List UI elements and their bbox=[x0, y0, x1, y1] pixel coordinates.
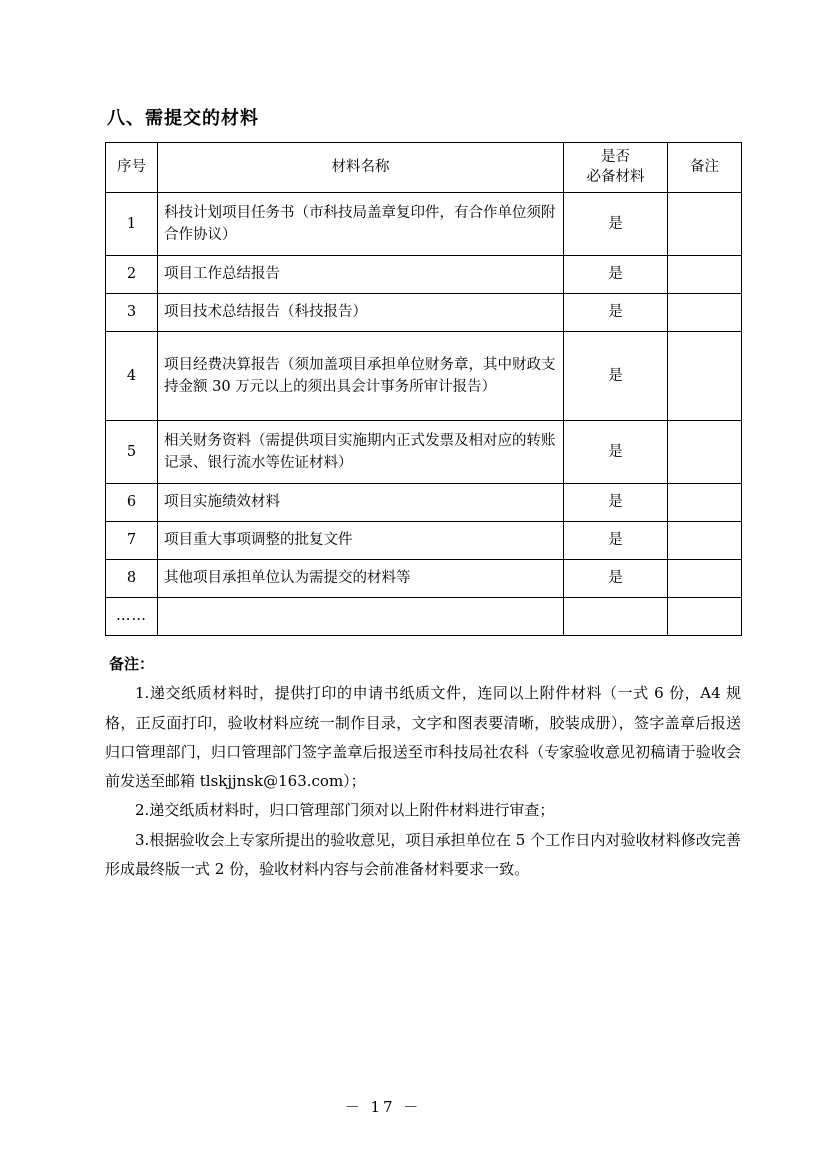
row-required: 是 bbox=[564, 256, 668, 294]
column-header-note: 备注 bbox=[668, 143, 742, 193]
table-row bbox=[106, 294, 742, 332]
row-seq: 6 bbox=[106, 484, 158, 522]
row-note bbox=[668, 332, 742, 421]
row-required: 是 bbox=[564, 332, 668, 421]
row-required: 是 bbox=[564, 193, 668, 256]
row-name: 其他项目承担单位认为需提交的材料等 bbox=[158, 560, 564, 598]
row-seq: 1 bbox=[106, 193, 158, 256]
row-required: 是 bbox=[564, 294, 668, 332]
column-header-required bbox=[564, 143, 668, 193]
row-name: 项目工作总结报告 bbox=[158, 256, 564, 294]
column-header-required-line2: 必备材料 bbox=[586, 168, 645, 185]
row-name: 项目经费决算报告（须加盖项目承担单位财务章，其中财政支持金额 30 万元以上的须出具会计事务所审计报告） bbox=[158, 332, 564, 421]
row-seq: 7 bbox=[106, 522, 158, 560]
notes-label: 备注： bbox=[109, 655, 155, 674]
row-name: 项目重大事项调整的批复文件 bbox=[158, 522, 564, 560]
row-seq: 2 bbox=[106, 256, 158, 294]
table-row bbox=[106, 193, 742, 256]
page-number: － 17 － bbox=[344, 1098, 422, 1116]
table-row-ellipsis bbox=[106, 598, 742, 636]
table-row bbox=[106, 332, 742, 421]
column-header-name: 材料名称 bbox=[158, 143, 564, 193]
row-note bbox=[668, 294, 742, 332]
row-note bbox=[668, 256, 742, 294]
note-item-1: 1.递交纸质材料时，提供打印的申请书纸质文件，连同以上附件材料（一式 6 份，A4 规格，正反面打印，验收材料应统一制作目录，文字和图表要清晰，胶装成册），签字盖章后报送归口管理部门，归口管理部门签字盖章后报送至市科技局社农科（专家验收意见初稿请于验收会前发送至邮箱 tlskjjnsk@163.com）； bbox=[105, 684, 741, 791]
row-seq: 5 bbox=[106, 421, 158, 484]
row-name: 项目实施绩效材料 bbox=[158, 484, 564, 522]
table-row bbox=[106, 522, 742, 560]
row-seq: 8 bbox=[106, 560, 158, 598]
table-row bbox=[106, 421, 742, 484]
row-note bbox=[668, 421, 742, 484]
row-name: 科技计划项目任务书（市科技局盖章复印件，有合作单位须附合作协议） bbox=[158, 193, 564, 256]
row-name: 项目技术总结报告（科技报告） bbox=[158, 294, 564, 332]
column-header-seq: 序号 bbox=[106, 143, 158, 193]
notes-section bbox=[105, 650, 741, 884]
row-note bbox=[668, 560, 742, 598]
row-note bbox=[668, 484, 742, 522]
row-required: 是 bbox=[564, 522, 668, 560]
note-item-3: 3.根据验收会上专家所提出的验收意见，项目承担单位在 5 个工作日内对验收材料修改完善形成最终版一式 2 份，验收材料内容与会前准备材料要求一致。 bbox=[105, 830, 741, 878]
table-row bbox=[106, 560, 742, 598]
note-item-2: 2.递交纸质材料时，归口管理部门须对以上附件材料进行审查； bbox=[135, 801, 555, 820]
page-title: 八、需提交的材料 bbox=[107, 108, 259, 129]
table-row bbox=[106, 484, 742, 522]
row-seq: …… bbox=[106, 598, 158, 636]
row-name: 相关财务资料（需提供项目实施期内正式发票及相对应的转账记录、银行流水等佐证材料） bbox=[158, 421, 564, 484]
row-seq: 4 bbox=[106, 332, 158, 421]
table-row bbox=[106, 256, 742, 294]
row-required: 是 bbox=[564, 421, 668, 484]
materials-table bbox=[105, 142, 742, 636]
row-note bbox=[668, 193, 742, 256]
row-seq: 3 bbox=[106, 294, 158, 332]
row-required: 是 bbox=[564, 560, 668, 598]
row-required: 是 bbox=[564, 484, 668, 522]
table-header-row bbox=[106, 143, 742, 193]
row-required bbox=[564, 598, 668, 636]
row-note bbox=[668, 598, 742, 636]
column-header-required-line1: 是否 bbox=[601, 149, 630, 165]
page-footer bbox=[0, 1096, 826, 1117]
row-name bbox=[158, 598, 564, 636]
page-content bbox=[105, 104, 741, 884]
row-note bbox=[668, 522, 742, 560]
